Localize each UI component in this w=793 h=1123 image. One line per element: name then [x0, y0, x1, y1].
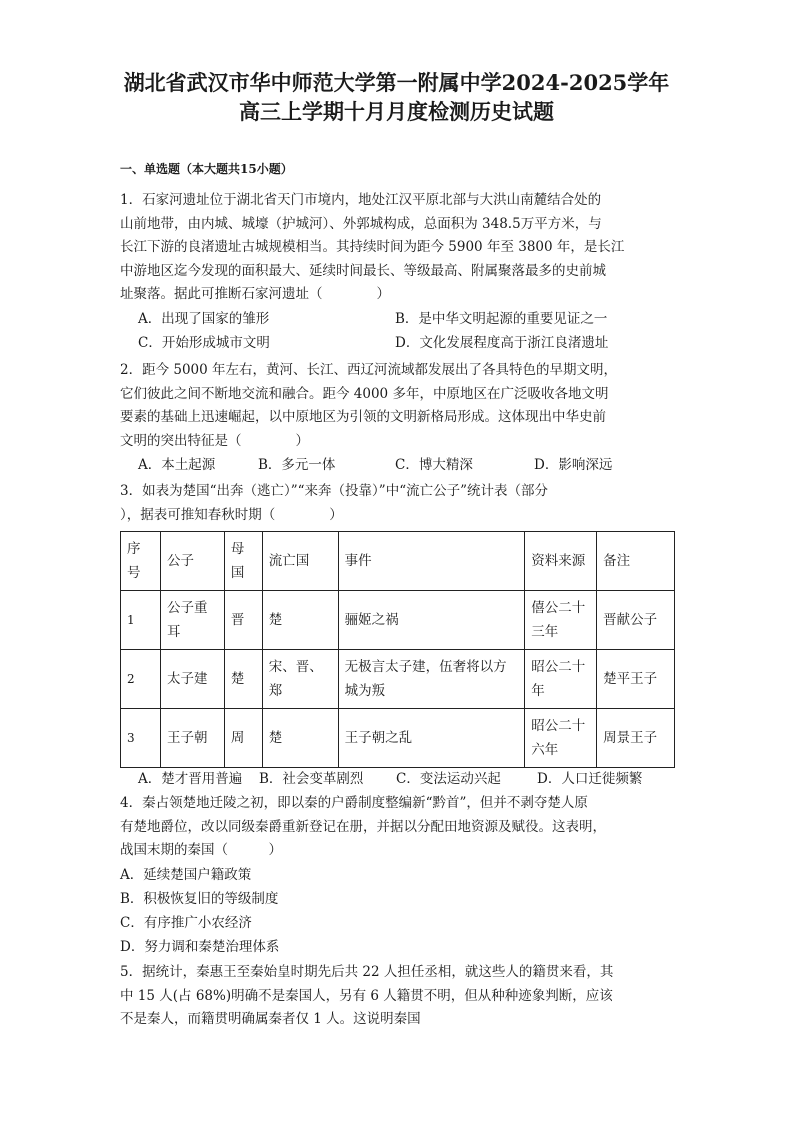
question-1: [120, 189, 675, 355]
question-1-line: 1．石家河遗址位于湖北省天门市境内，地处江汉平原北部与大洪山南麓结合处的: [120, 192, 602, 208]
question-4: [120, 792, 675, 959]
exiled-princes-table: [120, 531, 675, 768]
question-2-line: 要素的基础上迅速崛起，以中原地区为引领的文明新格局形成。这体现出中华史前: [120, 409, 606, 425]
question-3-line: ），据表可推知春秋时期（ ）: [120, 506, 343, 523]
table-cell: 宋、晋、郑: [262, 650, 338, 709]
question-1-line: 山前地带，由内城、城壕（护城河）、外郭城构成，总面积为 348.5万平方米，与: [120, 215, 602, 232]
question-1-line: 长江下游的良渚遗址古城规模相当。其持续时间为距今 5900 年至 3800 年，是长江: [120, 239, 625, 255]
question-4-line: 4．秦占领楚地迁陵之初，即以秦的户爵制度整编新“黔首”，但并不剥夺楚人原: [120, 795, 588, 811]
question-2-line: 2．距今 5000 年左右，黄河、长江、西辽河流域都发展出了各具特色的早期文明，: [120, 362, 618, 378]
question-1-option-a: A．出现了国家的雏形: [138, 310, 270, 327]
question-1-option-b: B．是中华文明起源的重要见证之一: [395, 310, 608, 327]
table-cell: 2: [121, 650, 161, 709]
question-2-option-d: D．影响深远: [534, 457, 613, 473]
table-row: [121, 709, 675, 768]
question-5-line: 5．据统计，秦惠王至秦始皇时期先后共 22 人担任丞相，就这些人的籍贯来看，其: [120, 964, 614, 980]
question-1-line: 中游地区迄今发现的面积最大、延续时间最长、等级最高、附属聚落最多的史前城: [120, 262, 606, 279]
table-row: [121, 650, 675, 709]
question-5-line: 不是秦人，而籍贯明确属秦者仅 1 人。这说明秦国: [120, 1011, 421, 1027]
question-5-line: 中 15 人(占 68%)明确不是秦国人，另有 6 人籍贯不明，但从种种迹象判断，应该: [120, 987, 613, 1004]
table-cell: 1: [121, 591, 161, 650]
question-2: [120, 359, 675, 477]
table-cell: 楚: [262, 591, 338, 650]
question-1-line: 址聚落。据此可推断石家河遗址（ ）: [120, 286, 390, 302]
question-3-option-c: C．变法运动兴起: [396, 771, 501, 787]
question-3-option-b: B．社会变革剧烈: [259, 771, 364, 787]
table-row: [121, 591, 675, 650]
table-header-cell: 备注: [597, 532, 675, 591]
table-cell: 周: [224, 709, 262, 768]
question-2-option-c: C．博大精深: [395, 457, 473, 473]
table-cell: 王子朝: [160, 709, 224, 768]
question-4-line: 有楚地爵位，改以同级秦爵重新登记在册，并据以分配田地资源及赋役。这表明，: [120, 818, 606, 835]
table-cell: 楚平王子: [597, 650, 675, 709]
table-cell: 昭公二十年: [525, 650, 597, 709]
question-4-option-d: D．努力调和秦楚治理体系: [120, 938, 280, 955]
question-3-options: [120, 767, 675, 791]
question-3-line: 3．如表为楚国“出奔（逃亡）”“来奔（投靠）”中“流亡公子”统计表（部分: [120, 483, 548, 499]
question-5: [120, 961, 675, 1032]
table-cell: 周景王子: [597, 709, 675, 768]
table-cell: 王子朝之乱: [338, 709, 525, 768]
question-2-line: 文明的突出特征是（ ）: [120, 432, 309, 449]
exam-title-line-2: 高三上学期十月月度检测历史试题: [239, 99, 554, 124]
question-2-option-b: B．多元一体: [258, 457, 336, 473]
table-cell: 无极言太子建，伍奢将以方城为叛: [338, 650, 525, 709]
table-cell: 公子重耳: [160, 591, 224, 650]
table-cell: 晋: [224, 591, 262, 650]
table-cell: 晋献公子: [597, 591, 675, 650]
table-cell: 楚: [262, 709, 338, 768]
question-4-line: 战国末期的秦国（ ）: [120, 842, 282, 858]
question-3-option-a: A．楚才晋用普遍: [138, 771, 243, 787]
question-4-option-c: C．有序推广小农经济: [120, 914, 252, 931]
table-header-cell: 序号: [121, 532, 161, 591]
question-3-option-d: D．人口迁徙频繁: [537, 771, 643, 787]
question-1-option-c: C．开始形成城市文明: [138, 334, 270, 351]
table-header-cell: 事件: [338, 532, 525, 591]
exam-title-line-1: 湖北省武汉市华中师范大学第一附属中学2024-2025学年: [123, 70, 670, 95]
table-header-cell: 公子: [160, 532, 224, 591]
table-cell: 3: [121, 709, 161, 768]
question-4-option-b: B．积极恢复旧的等级制度: [120, 890, 279, 907]
table-header-cell: 资料来源: [525, 532, 597, 591]
table-cell: 僖公二十三年: [525, 591, 597, 650]
table-cell: 太子建: [160, 650, 224, 709]
section-heading: 一、单选题（本大题共15小题）: [120, 162, 293, 176]
table-cell: 骊姬之祸: [338, 591, 525, 650]
question-2-option-a: A．本土起源: [138, 457, 216, 473]
table-cell: 昭公二十六年: [525, 709, 597, 768]
table-header-cell: 流亡国: [262, 532, 338, 591]
question-3: [120, 480, 675, 527]
question-2-line: 它们彼此之间不断地交流和融合。距今 4000 多年，中原地区在广泛吸收各地文明: [120, 385, 609, 402]
question-1-option-d: D．文化发展程度高于浙江良渚遗址: [395, 334, 609, 351]
question-4-option-a: A．延续楚国户籍政策: [120, 866, 252, 883]
table-cell: 楚: [224, 650, 262, 709]
table-header-cell: 母国: [224, 532, 262, 591]
table-header-row: [121, 532, 675, 591]
